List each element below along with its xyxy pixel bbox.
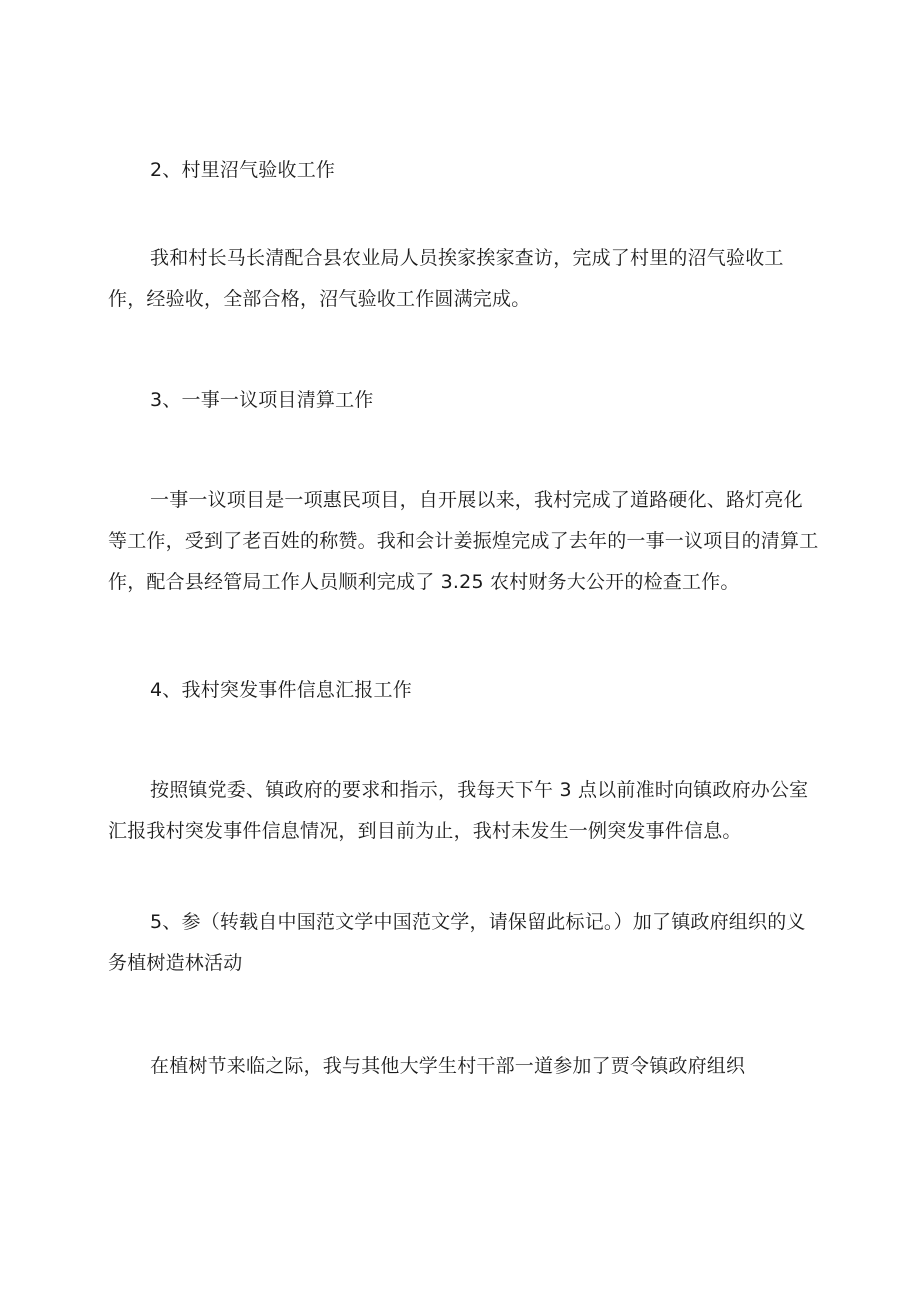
paragraph-biogas-acceptance: 我和村长马长清配合县农业局人员挨家挨家查访，完成了村里的沼气验收工作，经验收，全部合格，沼气验收工作圆满完成。 (108, 247, 784, 310)
section-heading-4: 4、我村突发事件信息汇报工作 (150, 679, 412, 701)
paragraph-emergency-reporting: 按照镇党委、镇政府的要求和指示，我每天下午 3 点以前准时向镇政府办公室汇报我村突发事件信息情况，到目前为止，我村未发生一例突发事件信息。 (108, 779, 809, 842)
paragraph-project-settlement: 一事一议项目是一项惠民项目，自开展以来，我村完成了道路硬化、路灯亮化等工作，受到了老百姓的称赞。我和会计姜振煌完成了去年的一事一议项目的清算工作，配合县经管局工作人员顺利完成了 3.25 农村财务大公开的检查工作。 (108, 489, 819, 593)
section-heading-5: 5、参（转载自中国范文学中国范文学，请保留此标记。）加了镇政府组织的义务植树造林活动 (108, 911, 806, 974)
section-heading-3: 3、一事一议项目清算工作 (150, 389, 374, 411)
paragraph-tree-planting: 在植树节来临之际，我与其他大学生村干部一道参加了贾令镇政府组织 (150, 1055, 746, 1077)
section-heading-2: 2、村里沼气验收工作 (150, 159, 336, 181)
